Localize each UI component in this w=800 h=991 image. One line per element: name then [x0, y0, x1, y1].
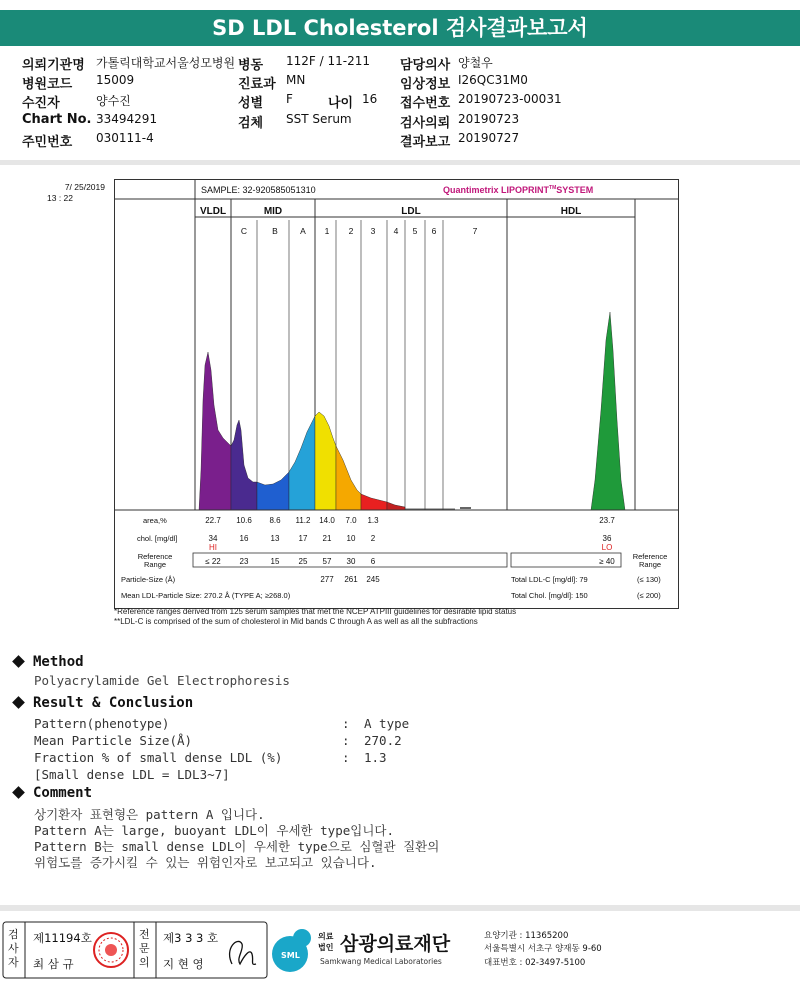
org-prefix-2: 법인: [318, 943, 334, 952]
ref-label: Range: [143, 560, 167, 569]
subband-label: 2: [348, 226, 354, 236]
chol-value: 36: [602, 534, 612, 543]
footnote-2: **LDL-C is comprised of the sum of cholesterol in Mid bands C through A as well as all the subfractions: [114, 617, 478, 626]
org-phone: 대표번호 : 02-3497-5100: [484, 958, 586, 968]
region-label: LDL: [401, 206, 421, 217]
hdl-flag: LO: [601, 543, 613, 552]
chol-row-label: chol. [mg/dl]: [137, 534, 178, 543]
lipoprint-svg: [47, 180, 678, 608]
result-heading: Result & Conclusion: [33, 695, 194, 711]
vldl-flag: HI: [209, 543, 217, 552]
band-3-area: [361, 494, 387, 510]
ward-label: 병동: [238, 58, 264, 73]
region-label: HDL: [560, 206, 582, 217]
band-a-area: [289, 416, 315, 510]
band-1-area: [315, 412, 336, 510]
area-value: 22.7: [205, 516, 221, 525]
reviewer-label: 전 문 의: [139, 928, 150, 969]
sex-label: 성별: [238, 96, 264, 111]
subband-label: 5: [412, 226, 418, 236]
id-label: 주민번호: [22, 135, 73, 150]
report-title: SD LDL Cholesterol 검사결과보고서: [0, 10, 800, 46]
org-en: Samkwang Medical Laboratories: [320, 957, 442, 966]
particle-value: 245: [366, 575, 380, 584]
doctor-value: 양철우: [458, 56, 493, 70]
age-label: 나이: [328, 96, 354, 111]
ward-value: 112F / 11-211: [286, 54, 370, 68]
result-colon: :: [342, 750, 350, 765]
band-4-area: [387, 502, 405, 510]
brand-suffix: SYSTEM: [556, 185, 594, 195]
report-value: 20190727: [458, 131, 520, 145]
result-key: Mean Particle Size(Å): [34, 733, 193, 748]
particle-label: Particle-Size (Å): [121, 575, 176, 584]
org-prefix-1: 의료: [318, 932, 334, 941]
chol-value: 10: [346, 534, 356, 543]
chart-no-value: 33494291: [96, 112, 158, 126]
ref-value: 30: [346, 557, 356, 566]
method-section: [12, 654, 290, 688]
patient-label: 수진자: [22, 96, 60, 111]
comment-heading: Comment: [33, 785, 93, 801]
area-value: 11.2: [295, 516, 311, 525]
logo-text: SML: [281, 951, 300, 960]
chol-value: 16: [239, 534, 249, 543]
org-code: 요양기관 : 11365200: [484, 931, 569, 941]
region-label: VLDL: [199, 206, 227, 217]
ref-value: 23: [239, 557, 249, 566]
result-section: [12, 695, 193, 711]
band-c-area: [231, 420, 257, 510]
area-value: 7.0: [345, 516, 357, 525]
footnote-1: *Reference ranges derived from 125 serum samples that met the NCEP ATPIII guidelines for desirable lipid status: [114, 607, 517, 616]
subband-label: 7: [472, 226, 478, 236]
chol-value: 21: [322, 534, 332, 543]
particle-value: 261: [344, 575, 358, 584]
subband-label: A: [300, 226, 306, 236]
chol-value: 13: [270, 534, 280, 543]
dept-label: 진료과: [238, 77, 276, 92]
chart-brand: [443, 185, 593, 195]
request-value: 20190723: [458, 112, 520, 126]
area-value: 1.3: [367, 516, 379, 525]
result-value: 1.3: [364, 750, 387, 765]
mean-particle-size: Mean LDL-Particle Size: 270.2 Å (TYPE A; ≥268.0): [121, 591, 291, 600]
band-b-area: [257, 472, 289, 510]
examiner-name: 최 삼 규: [33, 957, 74, 971]
ref-label-hdl: Reference: [632, 552, 668, 561]
lipoprint-chart: [47, 179, 679, 609]
hospital-code-value: 15009: [96, 73, 135, 87]
total-ldl: Total LDL-C [mg/dl]: 79: [511, 575, 588, 584]
subband-label: C: [240, 226, 248, 236]
brand-main: Quantimetrix LIPOPRINT: [443, 185, 550, 195]
dept-value: MN: [286, 73, 306, 87]
subband-label: 4: [393, 226, 399, 236]
chart-sample: SAMPLE: 32-920585051310: [201, 185, 316, 195]
report-label: 결과보고: [400, 135, 451, 150]
result-key: Pattern(phenotype): [34, 716, 170, 731]
doctor-label: 담당의사: [400, 58, 451, 73]
subband-label: 6: [431, 226, 437, 236]
bullet-icon: [12, 655, 25, 668]
reviewer-no: 제3 3 3 호: [163, 931, 219, 945]
ref-value: 6: [370, 557, 376, 566]
hospital-code-label: 병원코드: [22, 77, 73, 92]
area-value: 23.7: [599, 516, 615, 525]
receipt-label: 접수번호: [400, 96, 451, 111]
area-row-label: area,%: [143, 516, 167, 525]
footer: [0, 908, 800, 987]
institution-value: 가톨릭대학교서울성모병원: [96, 56, 236, 70]
comment-line: Pattern B는 small dense LDL이 우세한 type으로 심혈관 질환의: [34, 839, 440, 854]
particle-value: 277: [320, 575, 334, 584]
divider: [0, 160, 800, 165]
result-colon: :: [342, 716, 350, 731]
institution-label: 의뢰기관명: [22, 58, 85, 73]
result-note: [Small dense LDL = LDL3~7]: [34, 767, 230, 782]
age-value: 16: [362, 92, 378, 106]
sex-value: F: [286, 92, 293, 106]
specimen-value: SST Serum: [286, 112, 352, 126]
reviewer-name: 지 현 영: [163, 957, 204, 971]
patient-value: 양수진: [96, 94, 131, 108]
examiner-no: 제11194호: [33, 931, 92, 945]
chol-value: 34: [208, 534, 218, 543]
id-value: 030111-4: [96, 131, 154, 145]
area-value: 10.6: [236, 516, 252, 525]
clinical-label: 임상정보: [400, 77, 451, 92]
hdl-ref-value: ≥ 40: [599, 557, 615, 566]
ref-value: 25: [298, 557, 308, 566]
method-text: Polyacrylamide Gel Electrophoresis: [34, 673, 290, 688]
comment-section: [12, 785, 92, 801]
result-value: A type: [364, 716, 410, 731]
org-address: 서울특별시 서초구 양재동 9-60: [484, 944, 602, 954]
examiner-label: 검 사 자: [8, 928, 19, 969]
ref-label-hdl: Range: [638, 560, 662, 569]
total-ldl-ref: (≤ 130): [637, 575, 661, 584]
bullet-icon: [12, 786, 25, 799]
patient-info: [0, 52, 800, 160]
band-2-area: [336, 446, 361, 510]
ref-label: Reference: [137, 552, 173, 561]
subband-label: 1: [324, 226, 330, 236]
total-chol: Total Chol. [mg/dl]: 150: [511, 591, 588, 600]
method-heading: Method: [33, 654, 84, 670]
region-label: MID: [263, 206, 283, 217]
area-value: 8.6: [269, 516, 281, 525]
chart-time: 13 : 22: [47, 193, 73, 203]
ref-value: 57: [322, 557, 332, 566]
subband-label: 3: [370, 226, 376, 236]
chart-marks: [115, 199, 678, 600]
request-label: 검사의뢰: [400, 116, 451, 131]
ref-value: 15: [270, 557, 280, 566]
specimen-label: 검체: [238, 116, 264, 131]
total-chol-ref: (≤ 200): [637, 591, 661, 600]
brand-tm: TM: [549, 185, 557, 191]
org-name: 삼광의료재단: [340, 933, 451, 955]
chol-value: 2: [370, 534, 376, 543]
comment-line: 상기환자 표현형은 pattern A 입니다.: [34, 807, 265, 822]
result-value: 270.2: [364, 733, 402, 748]
vldl-area: [199, 352, 231, 510]
ref-value: ≤ 22: [205, 557, 221, 566]
clinical-value: I26QC31M0: [458, 73, 528, 87]
hdl-area: [591, 312, 625, 510]
comment-line: 위험도를 증가시킬 수 있는 위험인자로 보고되고 있습니다.: [34, 855, 377, 870]
chol-value: 17: [298, 534, 308, 543]
chart-no-label: Chart No.: [22, 112, 92, 127]
chart-date: 7/ 25/2019: [64, 182, 105, 192]
comment-line: Pattern A는 large, buoyant LDL이 우세한 type입니다.: [34, 823, 394, 838]
area-value: 14.0: [319, 516, 335, 525]
result-key: Fraction % of small dense LDL (%): [34, 750, 283, 765]
result-colon: :: [342, 733, 350, 748]
subband-label: B: [272, 226, 278, 236]
sml-logo-icon: [272, 929, 311, 972]
bullet-icon: [12, 696, 25, 709]
receipt-value: 20190723-00031: [458, 92, 562, 106]
